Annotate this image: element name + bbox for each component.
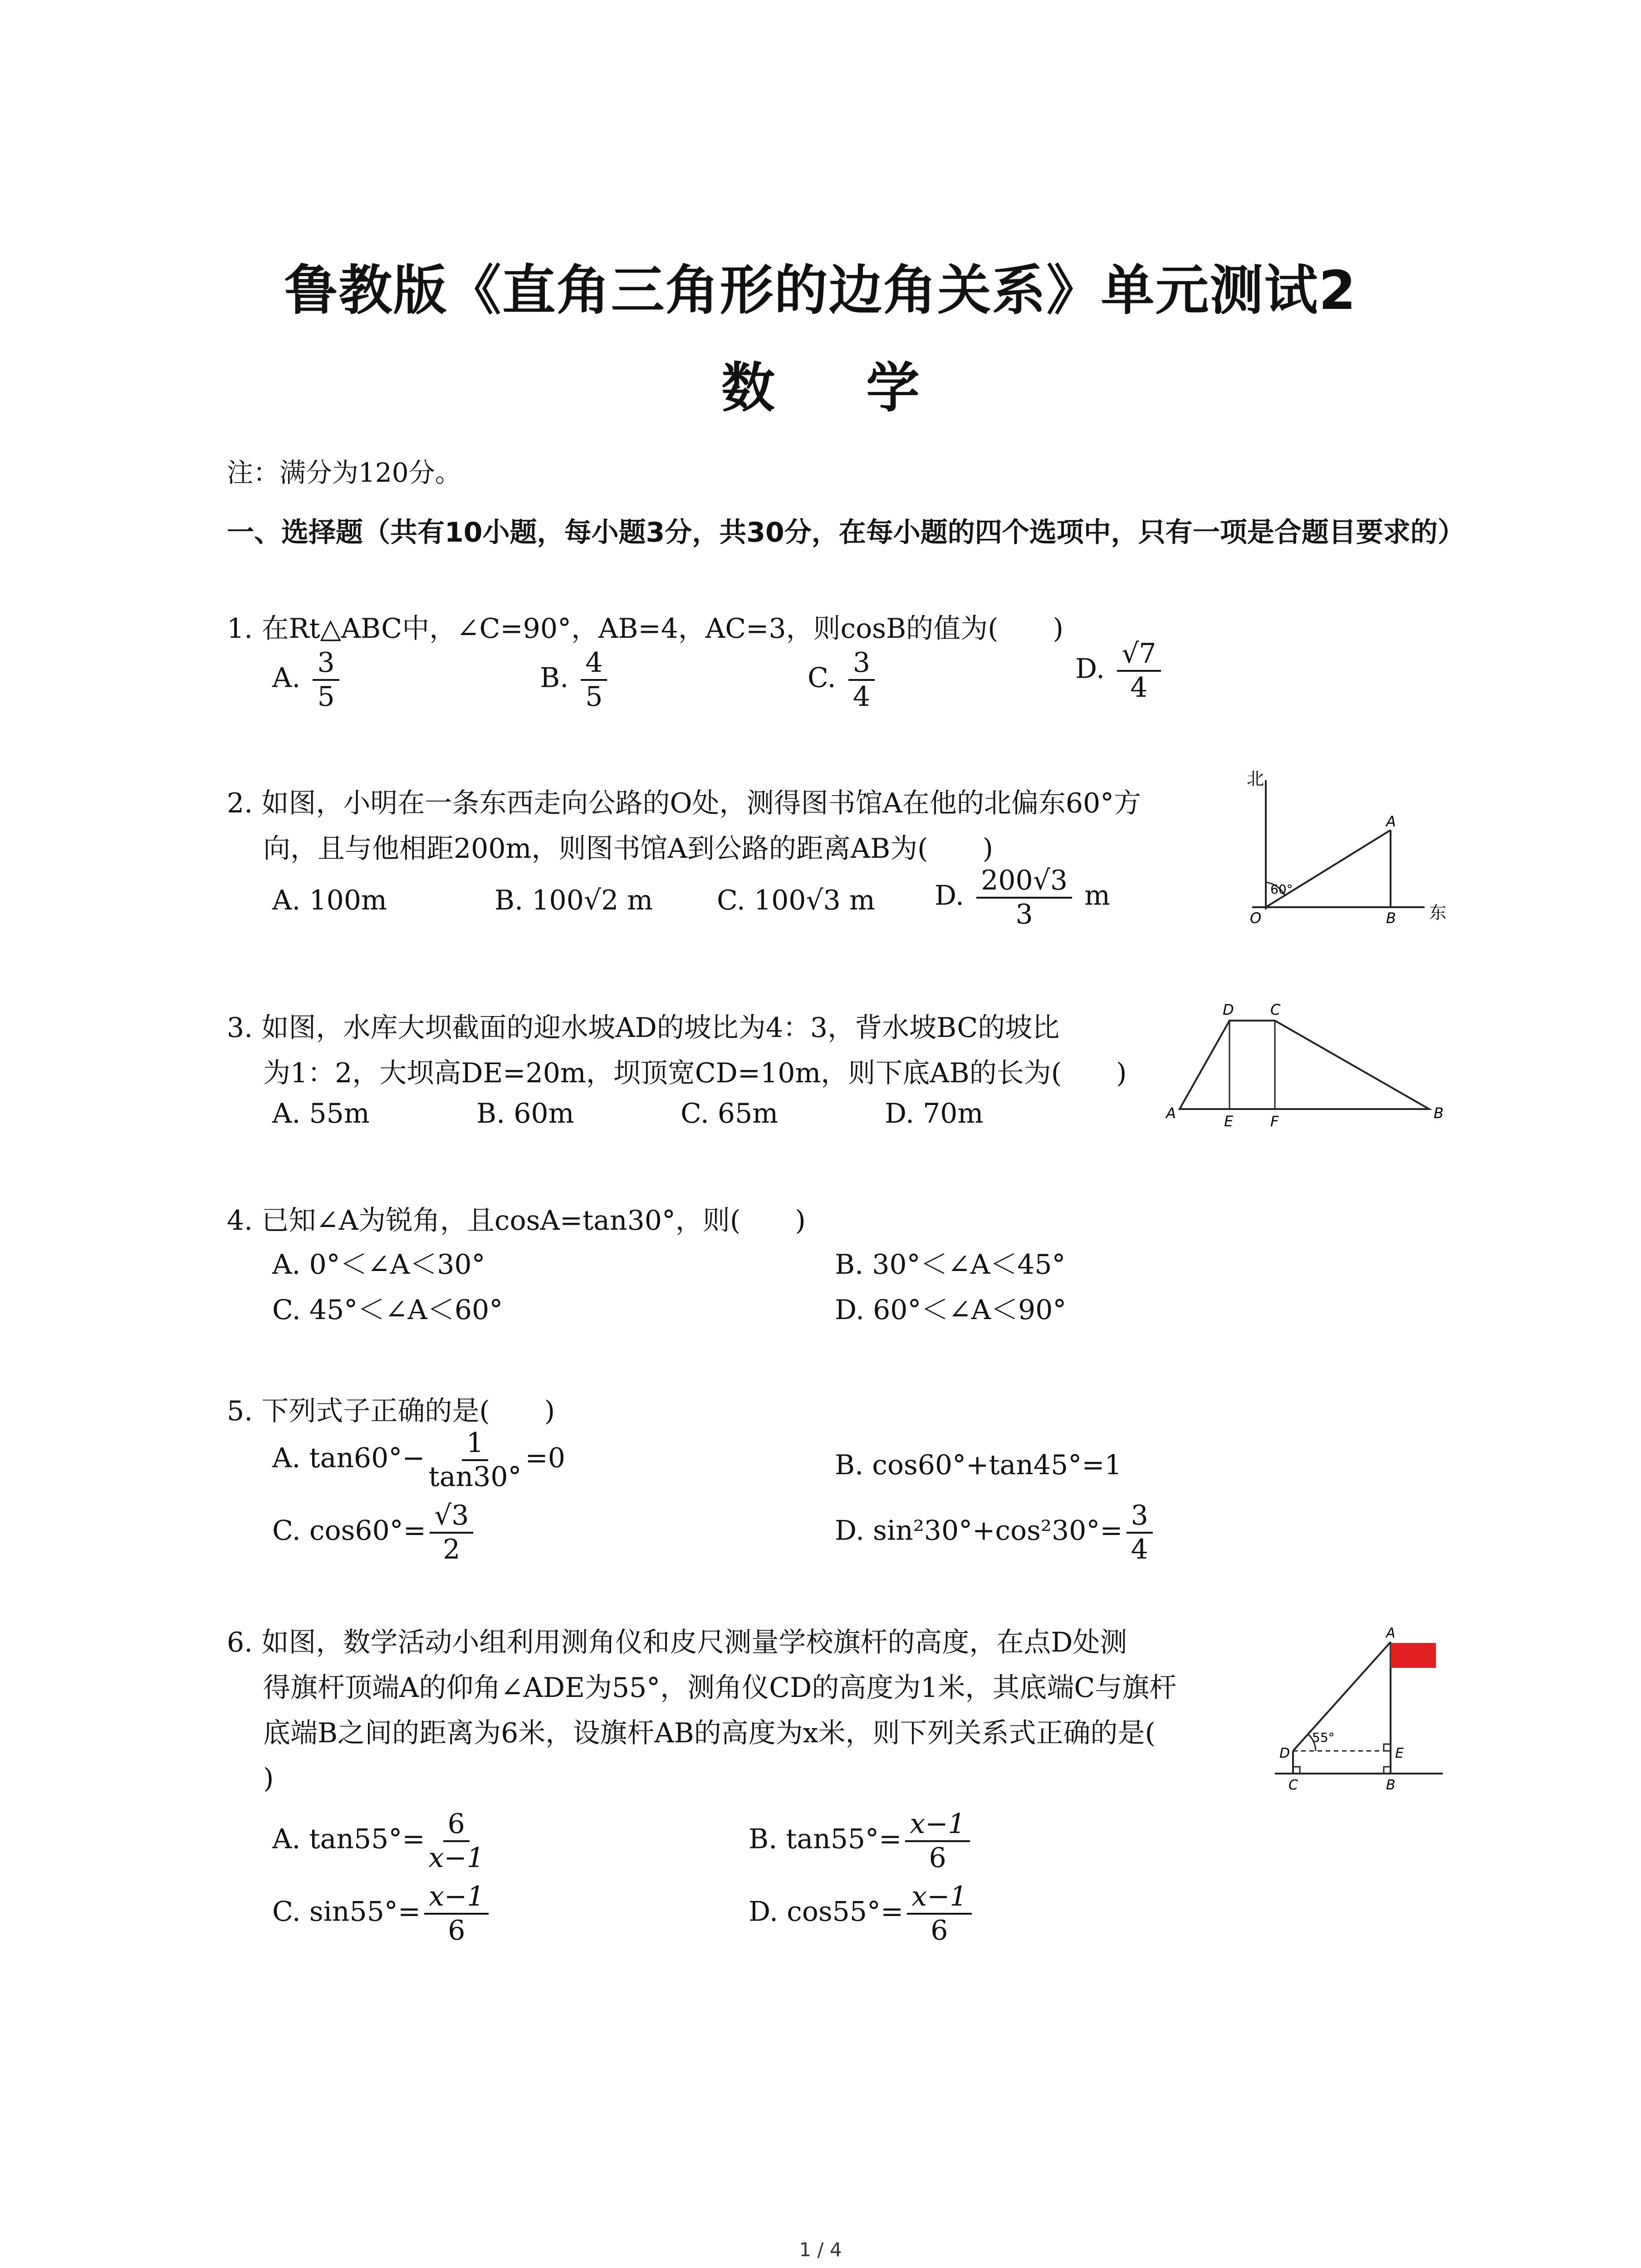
q6-option-c: C. sin55°= $\frac{x-1}{6}$ xyxy=(272,1882,492,1945)
point-c-label: C xyxy=(1270,1001,1281,1018)
fraction: $\frac{x-1}{6}$ xyxy=(905,1810,970,1872)
point-b-label: B xyxy=(1386,1777,1396,1793)
q5-option-c: C. cos60°= $\frac{√3}{2}$ xyxy=(272,1501,477,1564)
subject-title: 数 学 xyxy=(721,357,956,419)
question-3-line-1: 3. 如图，水库大坝截面的迎水坡AD的坡比为4：3，背水坡BC的坡比 xyxy=(227,1012,1060,1044)
dam-trapezoid xyxy=(1180,1021,1429,1109)
q4-option-d: D. 60°＜∠A＜90° xyxy=(835,1294,1067,1326)
point-a-label: A xyxy=(1386,1625,1396,1641)
fraction: $\frac{4}{5}$ xyxy=(581,649,607,711)
q4-option-b: B. 30°＜∠A＜45° xyxy=(835,1249,1066,1281)
fraction: $\frac{x-1}{6}$ xyxy=(907,1882,971,1945)
angle-label: 55° xyxy=(1312,1730,1335,1745)
q2-option-b: B. 100√2 m xyxy=(495,885,653,916)
point-a-label: A xyxy=(1386,813,1396,830)
q2-figure-compass xyxy=(1234,769,1447,934)
q5-option-d: D. sin²30°+cos²30°= $\frac{3}{4}$ xyxy=(835,1501,1156,1564)
q5-option-a: A. tan60°− $\frac{1}{\tan 30^\circ}$ =0 xyxy=(272,1427,565,1493)
north-label: 北 xyxy=(1247,769,1264,789)
fraction: $\frac{6}{x-1}$ xyxy=(428,1808,484,1874)
point-a-label: A xyxy=(1166,1105,1176,1122)
fraction: $\frac{3}{4}$ xyxy=(1127,1501,1153,1564)
question-2-line-1: 2. 如图，小明在一条东西走向公路的O处，测得图书馆A在他的北偏东60°方 xyxy=(227,787,1141,819)
q4-option-a: A. 0°＜∠A＜30° xyxy=(272,1249,485,1281)
point-b-label: B xyxy=(1434,1105,1444,1122)
q2-option-c: C. 100√3 m xyxy=(717,885,875,916)
q3-option-a: A. 55m xyxy=(272,1098,370,1129)
q3-option-b: B. 60m xyxy=(476,1098,574,1129)
q5-option-b: B. cos60°+tan45°=1 xyxy=(835,1449,1122,1481)
q6-option-b: B. tan55°= $\frac{x-1}{6}$ xyxy=(749,1810,974,1872)
q1-option-b: B. $\frac{4}{5}$ xyxy=(540,649,611,711)
q6-figure-flagpole xyxy=(1270,1625,1452,1801)
point-b-label: B xyxy=(1386,909,1396,927)
point-o-label: O xyxy=(1250,909,1262,927)
fraction: $\frac{x-1}{6}$ xyxy=(424,1882,489,1945)
right-angle-e xyxy=(1384,1744,1391,1751)
fraction: $\frac{200√3}{3}$ xyxy=(976,866,1072,929)
q1-option-d: D. $\frac{√7}{4}$ xyxy=(1075,640,1165,702)
fraction: $\frac{3}{4}$ xyxy=(848,649,875,711)
question-1-stem: 1. 在Rt△ABC中，∠C=90°，AB=4，AC=3，则cosB的值为( ) xyxy=(227,613,1063,645)
fraction: $\frac{3}{5}$ xyxy=(313,649,339,711)
fraction: $\frac{1}{\tan 30^\circ}$ xyxy=(428,1427,522,1493)
question-3-line-2: 为1：2，大坝高DE=20m，坝顶宽CD=10m，则下底AB的长为( ) xyxy=(263,1057,1127,1089)
page-title: 鲁教版《直角三角形的边角关系》单元测试2 xyxy=(284,259,1357,322)
q4-option-c: C. 45°＜∠A＜60° xyxy=(272,1294,503,1326)
point-d-label: D xyxy=(1279,1745,1290,1761)
point-e-label: E xyxy=(1395,1745,1404,1761)
flag xyxy=(1391,1643,1436,1668)
right-angle-c xyxy=(1293,1767,1300,1774)
q3-option-d: D. 70m xyxy=(885,1098,984,1129)
q6-option-a: A. tan55°= $\frac{6}{x-1}$ xyxy=(272,1808,484,1874)
point-c-label: C xyxy=(1288,1777,1298,1793)
point-f-label: F xyxy=(1270,1113,1279,1130)
q1-option-c: C. $\frac{3}{4}$ xyxy=(808,649,878,711)
question-6-line-4: ) xyxy=(263,1763,274,1794)
question-5-stem: 5. 下列式子正确的是( ) xyxy=(227,1395,555,1427)
east-label: 东 xyxy=(1429,903,1447,923)
score-note: 注：满分为120分。 xyxy=(227,457,461,488)
q1-option-a: A. $\frac{3}{5}$ xyxy=(272,649,343,711)
point-d-label: D xyxy=(1223,1001,1234,1018)
fraction: $\frac{√7}{4}$ xyxy=(1117,640,1161,702)
point-e-label: E xyxy=(1224,1113,1234,1130)
q2-option-d: D. $\frac{200√3}{3}$ m xyxy=(935,865,1111,930)
section-heading: 一、选择题（共有10小题，每小题3分，共30分，在每小题的四个选项中，只有一项是合题目要求的） xyxy=(227,517,1465,548)
q6-option-d: D. cos55°= $\frac{x-1}{6}$ xyxy=(749,1882,975,1945)
q2-option-a: A. 100m xyxy=(272,885,387,916)
question-6-line-3: 底端B之间的距离为6米，设旗杆AB的高度为x米，则下列关系式正确的是( xyxy=(263,1717,1156,1749)
angle-label: 60° xyxy=(1270,882,1293,897)
q3-option-c: C. 65m xyxy=(681,1098,779,1129)
right-angle-b xyxy=(1384,1767,1391,1774)
page-number: 1 / 4 xyxy=(799,2239,842,2261)
question-6-line-1: 6. 如图，数学活动小组利用测角仪和皮尺测量学校旗杆的高度，在点D处测 xyxy=(227,1627,1127,1658)
question-4-stem: 4. 已知∠A为锐角，且cosA=tan30°，则( ) xyxy=(227,1205,806,1237)
q3-figure-dam xyxy=(1161,996,1452,1132)
question-6-line-2: 得旗杆顶端A的仰角∠ADE为55°，测角仪CD的高度为1米，其底端C与旗杆 xyxy=(263,1672,1177,1704)
question-2-line-2: 向，且与他相距200m，则图书馆A到公路的距离AB为( ) xyxy=(263,833,993,865)
fraction: $\frac{√3}{2}$ xyxy=(430,1501,473,1564)
